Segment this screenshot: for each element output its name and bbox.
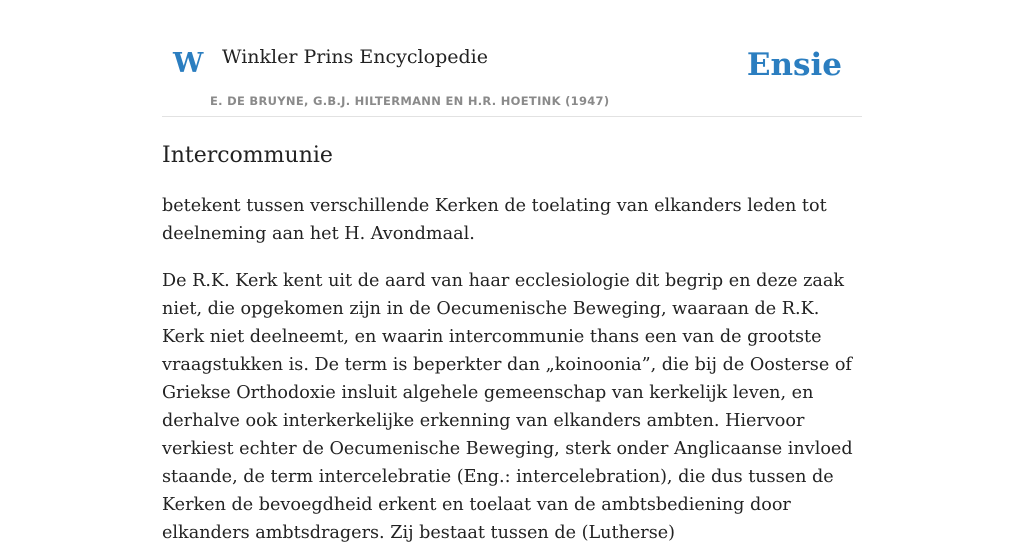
page	[162, 0, 862, 547]
article-paragraph-1: betekent tussen verschillende Kerken de toelating van elkanders leden tot deelneming aan het H. Avondmaal.	[162, 196, 827, 245]
article-paragraph-2: De R.K. Kerk kent uit de aard van haar ecclesiologie dit begrip en deze zaak niet, die opgekomen zijn in de Oecumenische Beweging, waaraan de R.K. Kerk niet deelneemt, en waarin intercommunie thans een van de grootste vraagstukken is. De term is beperkter dan „koinoonia”, die bij de Oosterse of Griekse Orthodoxie insluit algehele gemeenschap van kerkelijk leven, en derhalve ook interkerkelijke erkenning van elkanders ambten. Hiervoor verkiest echter de Oecumenische Beweging, sterk onder Anglicaanse invloed staande, de term intercelebratie (Eng.: intercelebration), die dus tussen de Kerken de bevoegdheid erkent en toelaat van de ambtsbediening door elkanders ambtsdragers. Zij bestaat tussen de (Lutherse)	[162, 271, 853, 544]
article-title: Intercommunie	[162, 143, 333, 168]
publication-header	[162, 0, 862, 117]
publication-authors: E. DE BRUYNE, G.B.J. HILTERMANN EN H.R. HOETINK (1947)	[210, 94, 610, 108]
ensie-logo[interactable]: Ensie	[746, 47, 842, 83]
winkler-prins-logo-icon[interactable]: W	[173, 48, 204, 79]
publication-title[interactable]: Winkler Prins Encyclopedie	[222, 46, 488, 68]
